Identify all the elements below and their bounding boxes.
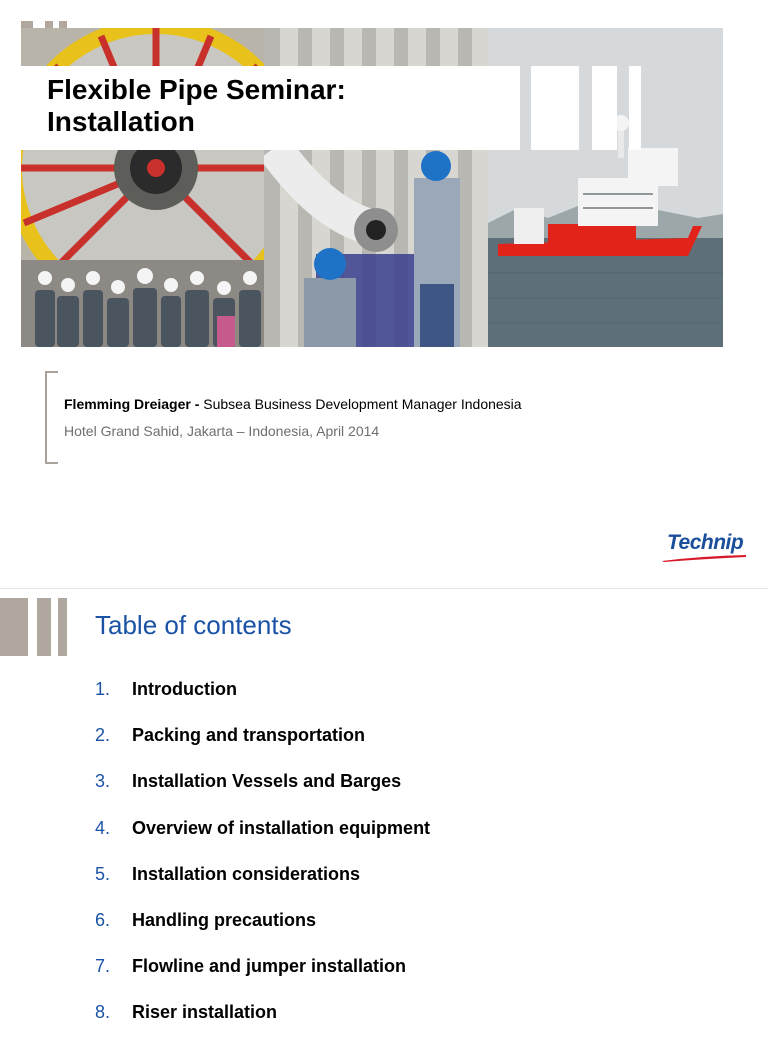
venue-line: Hotel Grand Sahid, Jakarta – Indonesia, April 2014 bbox=[64, 423, 380, 439]
toc-item bbox=[95, 818, 430, 864]
toc-item bbox=[95, 1002, 430, 1048]
speaker-role: Subsea Business Development Manager Indonesia bbox=[203, 396, 522, 412]
toc-item-label: Flowline and jumper installation bbox=[132, 956, 407, 977]
speaker-bracket bbox=[45, 371, 58, 464]
toc-item bbox=[95, 725, 430, 771]
title-line-1: Flexible Pipe Seminar: bbox=[47, 74, 346, 105]
title-deco-bar bbox=[592, 66, 617, 150]
logo-swoosh-icon bbox=[662, 554, 748, 562]
toc-slide bbox=[0, 589, 768, 1024]
toc-item-label: Overview of installation equipment bbox=[132, 817, 431, 838]
toc-item-label: Riser installation bbox=[132, 1002, 278, 1023]
toc-item-number: 5. bbox=[95, 863, 111, 884]
title-deco-bar bbox=[531, 66, 579, 150]
toc-item-number: 1. bbox=[95, 679, 111, 699]
slide-title bbox=[47, 74, 346, 138]
toc-item-number: 7. bbox=[95, 956, 111, 977]
toc-item bbox=[95, 910, 430, 956]
toc-title: Table of contents bbox=[95, 610, 292, 640]
toc-item bbox=[95, 679, 430, 725]
technip-logo bbox=[662, 531, 748, 563]
toc-item-label: Introduction bbox=[132, 679, 237, 699]
toc-item-label: Handling precautions bbox=[132, 909, 317, 930]
title-deco-bar bbox=[629, 66, 641, 150]
toc-item-label: Installation Vessels and Barges bbox=[132, 771, 402, 792]
title-box bbox=[21, 66, 520, 150]
toc-item-number: 6. bbox=[95, 909, 111, 930]
toc-item-number: 2. bbox=[95, 725, 111, 746]
toc-item-number: 3. bbox=[95, 771, 111, 792]
toc-item bbox=[95, 956, 430, 1002]
toc-list bbox=[95, 679, 430, 1049]
logo-text: Technip bbox=[667, 531, 744, 554]
toc-item-label: Packing and transportation bbox=[132, 725, 366, 746]
speaker-line bbox=[64, 396, 522, 412]
toc-item-label: Installation considerations bbox=[132, 863, 361, 884]
title-line-2: Installation bbox=[47, 106, 195, 137]
speaker-name: Flemming Dreiager - bbox=[64, 396, 200, 412]
photo-banner bbox=[21, 28, 723, 347]
toc-item bbox=[95, 771, 430, 817]
toc-item-number: 4. bbox=[95, 817, 111, 838]
toc-item-number: 8. bbox=[95, 1002, 111, 1023]
toc-item bbox=[95, 864, 430, 910]
